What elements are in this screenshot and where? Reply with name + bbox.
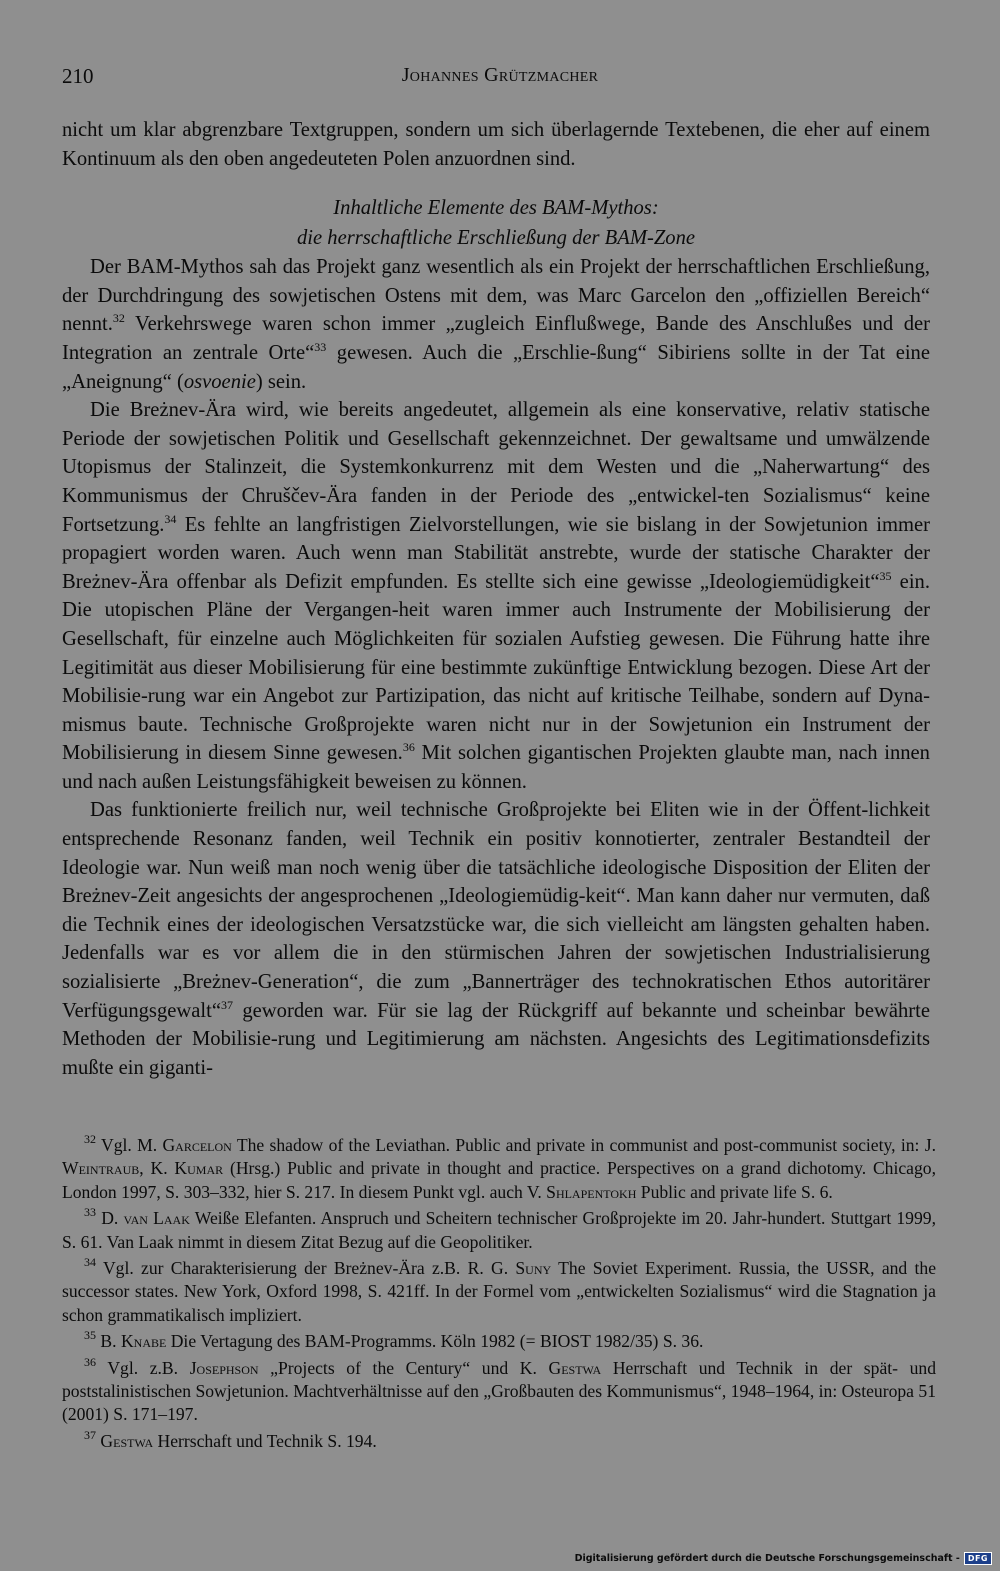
text-run: Vgl. z.B. [107, 1357, 190, 1378]
text-run: geworden war. Für sie lag der Rückgriff auf bekannte und scheinbar bewährte Methoden der Mobilisie-rung und Legitimierung am nächsten. Angesichts des Legitimationsdefizits mußte ein giganti- [62, 999, 930, 1079]
dfg-logo: DFG [964, 1552, 992, 1565]
text-run: The Soviet Experiment. Russia, the USSR, and the successor states. New York, Oxford 1998, S. 421ff. In der Formel vom „entwickelten Sozialismus“ wird die Stagnation ja schon grammatikalisch impliziert. [62, 1258, 937, 1325]
footnote-number: 32 [84, 1132, 96, 1146]
digitization-credit [575, 1552, 992, 1565]
footnote-ref-34[interactable]: 34 [164, 511, 177, 526]
footnote-number: 33 [84, 1205, 96, 1220]
paragraph-1 [62, 253, 930, 396]
author-name: van Laak [123, 1208, 190, 1229]
text-run: Die Breżnev-Ära wird, wie bereits angedeutet, allgemein als eine konservative, relativ statische Periode der sowjetischen Politik und Gesellschaft gekennzeichnet. Der gewaltsame und umwälzende Utopismus der Stalinzeit, die Systemkonkurrenz mit dem Westen und die „Naherwartung“ des Kommunismus der Chruščev-Ära fanden in der Periode des „entwickel-ten Sozialismus“ keine Fortsetzung. [62, 399, 930, 536]
footnote-number: 37 [84, 1427, 96, 1442]
footnote-ref-33[interactable]: 33 [314, 339, 327, 354]
text-run: Vgl. zur Charakterisierung der Breżnev-Ära z.B. R. G. [102, 1258, 516, 1279]
footnote-34 [62, 1257, 936, 1327]
text-run: Public and private life S. 6. [636, 1181, 833, 1202]
author-name: Gestwa [100, 1430, 154, 1451]
body-text [62, 116, 930, 1082]
author-name: Shlapentokh [546, 1181, 637, 1202]
paragraph-3 [62, 796, 930, 1082]
footnote-number: 36 [84, 1354, 96, 1369]
footnote-ref-35[interactable]: 35 [879, 568, 892, 583]
text-run: Das funktionierte freilich nur, weil technische Großprojekte bei Eliten wie in der Öffent-lichkeit entsprechende Resonanz fanden, weil Technik ein positiv konnotierter, zentraler Bestandteil der Ideologie war. Nun weiß man noch wenig über die tatsächliche ideologische Disposition der Eliten der Breżnev-Zeit angesichts der angesprochenen „Ideologiemüdig-keit“. Man kann daher nur vermuten, daß die Technik eines der ideologischen Versatzstücke war, die sich vielleicht am längsten gehalten haben. Jedenfalls war es vor allem die in den stürmischen Jahren der sowjetischen Industrialisierung sozialisierte „Breżnev-Generation“, die zum „Bannerträger des technokratischen Ethos autoritärer Verfügungsgewalt“ [62, 799, 930, 1022]
text-run: Mit solchen gigantischen Projekten glaubte man, nach innen und nach außen Leistungsfähigkeit beweisen zu können. [62, 742, 930, 793]
text-run: Weiße Elefanten. Anspruch und Scheitern technischer Großprojekte im 20. Jahr-hundert. Stuttgart 1999, S. 61. Van Laak nimmt in diesem Zitat Bezug auf die Geopolitiker. [62, 1208, 936, 1252]
section-heading-line-2: die herrschaftliche Erschließung der BAM-Zone [296, 227, 696, 250]
paragraph-2 [62, 396, 930, 796]
text-run: Vgl. M. [101, 1135, 163, 1155]
footnotes [62, 1134, 936, 1456]
section-heading-line-1: Inhaltliche Elemente des BAM-Mythos: [333, 197, 659, 220]
author-name: Knabe [120, 1331, 167, 1352]
section-heading [62, 193, 930, 253]
footnote-35 [62, 1330, 936, 1353]
footnote-32 [62, 1134, 936, 1204]
text-run: (Hrsg.) Public and private in thought and practice. Perspectives on a grand dichotomy. Chicago, London 1997, S. 303–332, hier S. 217. In diesem Punkt vgl. auch V. [62, 1158, 936, 1202]
author-name: Gestwa [548, 1357, 602, 1378]
text-run: ein. Die utopischen Pläne der Vergangen-heit waren immer auch Instrumente der Mobilisierung der Gesellschaft, für einzelne auch Möglichkeiten für sozialen Aufstieg gewesen. Die Führung hatte ihre Legitimität aus dieser Mobilisierung für eine bestimmte zukünftige Entwicklung bezogen. Diese Art der Mobilisie-rung war ein Angebot zur Partizipation, das nicht auf kritische Teilhabe, sondern auf Dyna-mismus baute. Technische Großprojekte waren nicht nur in der Sowjetunion ein Instrument der Mobilisierung in diesem Sinne gewesen. [62, 570, 930, 765]
page-header [62, 64, 938, 94]
text-run: Verkehrswege waren schon immer „zugleich Einflußwege, Bande des Anschlußes und der Integration an zentrale Orte“ [62, 313, 930, 364]
footnote-ref-32[interactable]: 32 [112, 311, 125, 326]
footnote-36 [62, 1354, 937, 1427]
text-run: „Projects of the Century“ und K. [258, 1357, 549, 1378]
text-run: Es fehlte an langfristigen Zielvorstellungen, wie sie bislang in der Sowjetunion immer propagiert worden waren. Auch wenn man Stabilität anstrebte, wurde der statische Charakter der Breżnev-Ära offenbar als Defizit empfunden. Es stellte sich eine gewisse „Ideologiemüdigkeit“ [62, 513, 930, 593]
footnote-ref-36[interactable]: 36 [402, 740, 415, 755]
text-run: , K. [139, 1158, 175, 1179]
paragraph-continuation: nicht um klar abgrenzbare Textgruppen, sondern um sich überlagernde Textebenen, die eher auf einem Kontinuum als den oben angedeuteten Polen anzuordnen sind. [62, 119, 930, 170]
author-name: Kumar [174, 1158, 224, 1179]
text-run: Herrschaft und Technik S. 194. [153, 1430, 377, 1451]
credit-text: Digitalisierung gefördert durch die Deutsche Forschungsgemeinschaft - [574, 1553, 960, 1564]
footnote-37 [62, 1427, 936, 1453]
footnote-number: 34 [84, 1255, 96, 1270]
italic-term: osvoenie [183, 370, 256, 393]
text-run: The shadow of the Leviathan. Public and private in communist and post-communist society, in: J. [231, 1135, 936, 1155]
author-name: Weintraub [62, 1158, 140, 1179]
footnote-ref-37[interactable]: 37 [220, 997, 233, 1012]
author-name: Garcelon [162, 1135, 232, 1155]
footnote-33 [62, 1207, 936, 1254]
text-run: ) sein. [255, 370, 307, 393]
text-run: B. [100, 1331, 121, 1352]
author-name: Suny [515, 1258, 552, 1279]
text-run: Der BAM-Mythos sah das Projekt ganz wesentlich als ein Projekt der herrschaftlichen Erschließung, der Durchdringung des sowjetischen Ostens mit dem, was Marc Garcelon den „offiziellen Bereich“ nennt. [62, 256, 930, 336]
author-name: Josephson [189, 1357, 259, 1378]
text-run: D. [101, 1208, 124, 1229]
text-run: gewesen. Auch die „Erschlie-ßung“ Sibiriens sollte in der Tat eine „Aneignung“ ( [62, 341, 930, 393]
page-number: 210 [62, 64, 94, 88]
text-run: Herrschaft und Technik in der spät- und poststalinistischen Sowjetunion. Machtverhältnisse auf den „Großbauten des Kommunismus“, 1948–1964, in: Osteuropa 51 (2001) S. 171–197. [62, 1357, 937, 1425]
text-run: Die Vertagung des BAM-Programms. Köln 1982 (= BIOST 1982/35) S. 36. [166, 1331, 704, 1352]
footnote-number: 35 [84, 1328, 96, 1343]
running-head: Johannes Grützmacher [401, 64, 599, 86]
